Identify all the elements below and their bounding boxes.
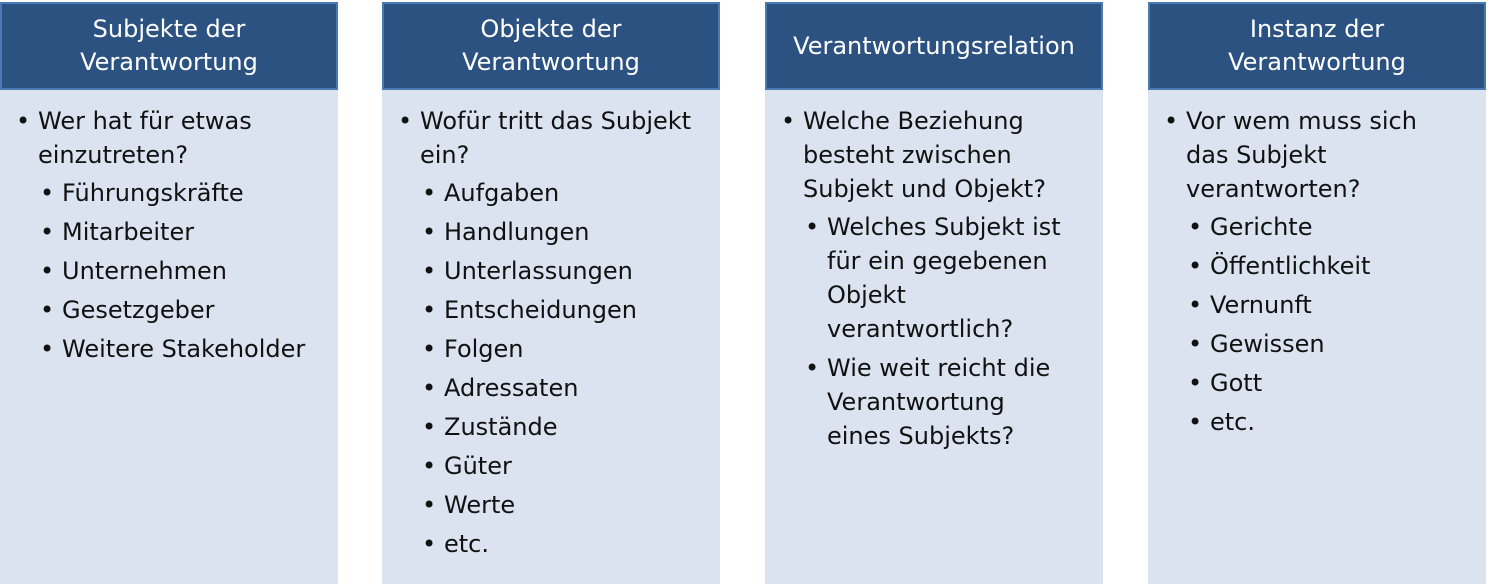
column-body — [1148, 90, 1486, 439]
guiding-question-line: • Wofür tritt das Subjekt — [420, 107, 692, 135]
list-item-line: Verantwortung — [827, 388, 1005, 416]
list-item — [396, 449, 710, 483]
column-header — [1148, 2, 1486, 90]
list-item — [396, 371, 710, 405]
list-item — [1162, 405, 1476, 439]
column-title-line: Verantwortung — [1228, 48, 1406, 76]
list-item-line: • Adressaten — [444, 374, 579, 402]
list-item — [396, 332, 710, 366]
list-item-line: • Gewissen — [1210, 330, 1325, 358]
list-item-line: • etc. — [444, 530, 489, 558]
column-title — [80, 13, 258, 79]
list-item — [396, 215, 710, 249]
list-item-line: • Unternehmen — [62, 257, 227, 285]
list-item — [1162, 366, 1476, 400]
guiding-question — [14, 104, 328, 172]
guiding-question-line: • Vor wem muss sich — [1186, 107, 1417, 135]
list-item — [396, 527, 710, 561]
list-item-line: für ein gegebenen — [827, 247, 1048, 275]
list-item-line: • Werte — [444, 491, 516, 519]
guiding-question — [1162, 104, 1476, 206]
column-title-line: Instanz der — [1249, 15, 1385, 43]
column-title — [793, 30, 1075, 63]
list-item — [779, 351, 1093, 453]
column-title-line: Verantwortung — [462, 48, 640, 76]
list-item — [1162, 327, 1476, 361]
list-item — [779, 210, 1093, 346]
list-item-line: • Unterlassungen — [444, 257, 633, 285]
column-body — [0, 90, 338, 366]
list-item-line: • Öffentlichkeit — [1210, 252, 1371, 280]
column-title — [462, 13, 640, 79]
list-item — [14, 176, 328, 210]
guiding-question — [779, 104, 1093, 206]
list-item-line: eines Subjekts? — [827, 422, 1015, 450]
list-item — [396, 176, 710, 210]
guiding-question-line: • Welche Beziehung — [803, 107, 1024, 135]
guiding-question-line: besteht zwischen — [803, 141, 1012, 169]
column-header — [382, 2, 720, 90]
list-item-line: • Mitarbeiter — [62, 218, 195, 246]
list-item — [396, 488, 710, 522]
list-item-line: • Wie weit reicht die — [827, 354, 1051, 382]
sub-list — [1162, 210, 1476, 439]
sub-list — [14, 176, 328, 366]
guiding-question-line: verantworten? — [1186, 175, 1361, 203]
list-item-line: • etc. — [1210, 408, 1255, 436]
guiding-question-line: • Wer hat für etwas — [38, 107, 252, 135]
list-item-line: • Führungskräfte — [62, 179, 244, 207]
column-header — [0, 2, 338, 90]
list-item-line: verantwortlich? — [827, 315, 1014, 343]
list-item — [14, 215, 328, 249]
list-item — [14, 293, 328, 327]
column-3 — [1148, 2, 1486, 584]
list-item — [1162, 288, 1476, 322]
guiding-question-line: einzutreten? — [38, 141, 189, 169]
list-item-line: • Zustände — [444, 413, 558, 441]
list-item-line: • Gott — [1210, 369, 1263, 397]
list-item-line: • Welches Subjekt ist — [827, 213, 1061, 241]
column-title-line: Subjekte der — [92, 15, 246, 43]
guiding-question-line: ein? — [420, 141, 470, 169]
sub-list — [779, 210, 1093, 453]
guiding-question-line: Subjekt und Objekt? — [803, 175, 1046, 203]
list-item — [1162, 249, 1476, 283]
list-item-line: • Gerichte — [1210, 213, 1313, 241]
column-header — [765, 2, 1103, 90]
column-1 — [382, 2, 720, 584]
list-item-line: • Weitere Stakeholder — [62, 335, 306, 363]
list-item-line: • Folgen — [444, 335, 524, 363]
sub-list — [396, 176, 710, 561]
list-item-line: • Vernunft — [1210, 291, 1312, 319]
list-item — [14, 254, 328, 288]
guiding-question-line: das Subjekt — [1186, 141, 1327, 169]
list-item — [14, 332, 328, 366]
column-title — [1228, 13, 1406, 79]
column-title-line: Objekte der — [480, 15, 622, 43]
list-item-line: • Entscheidungen — [444, 296, 637, 324]
column-2 — [765, 2, 1103, 584]
column-0 — [0, 2, 338, 584]
guiding-question — [396, 104, 710, 172]
list-item — [1162, 210, 1476, 244]
list-item-line: • Handlungen — [444, 218, 590, 246]
column-title-line: Verantwortung — [80, 48, 258, 76]
column-body — [382, 90, 720, 561]
column-body — [765, 90, 1103, 453]
list-item — [396, 254, 710, 288]
list-item — [396, 410, 710, 444]
column-title-line: Verantwortungsrelation — [793, 31, 1075, 60]
list-item-line: • Aufgaben — [444, 179, 560, 207]
list-item — [396, 293, 710, 327]
list-item-line: • Gesetzgeber — [62, 296, 215, 324]
list-item-line: • Güter — [444, 452, 512, 480]
list-item-line: Objekt — [827, 281, 906, 309]
